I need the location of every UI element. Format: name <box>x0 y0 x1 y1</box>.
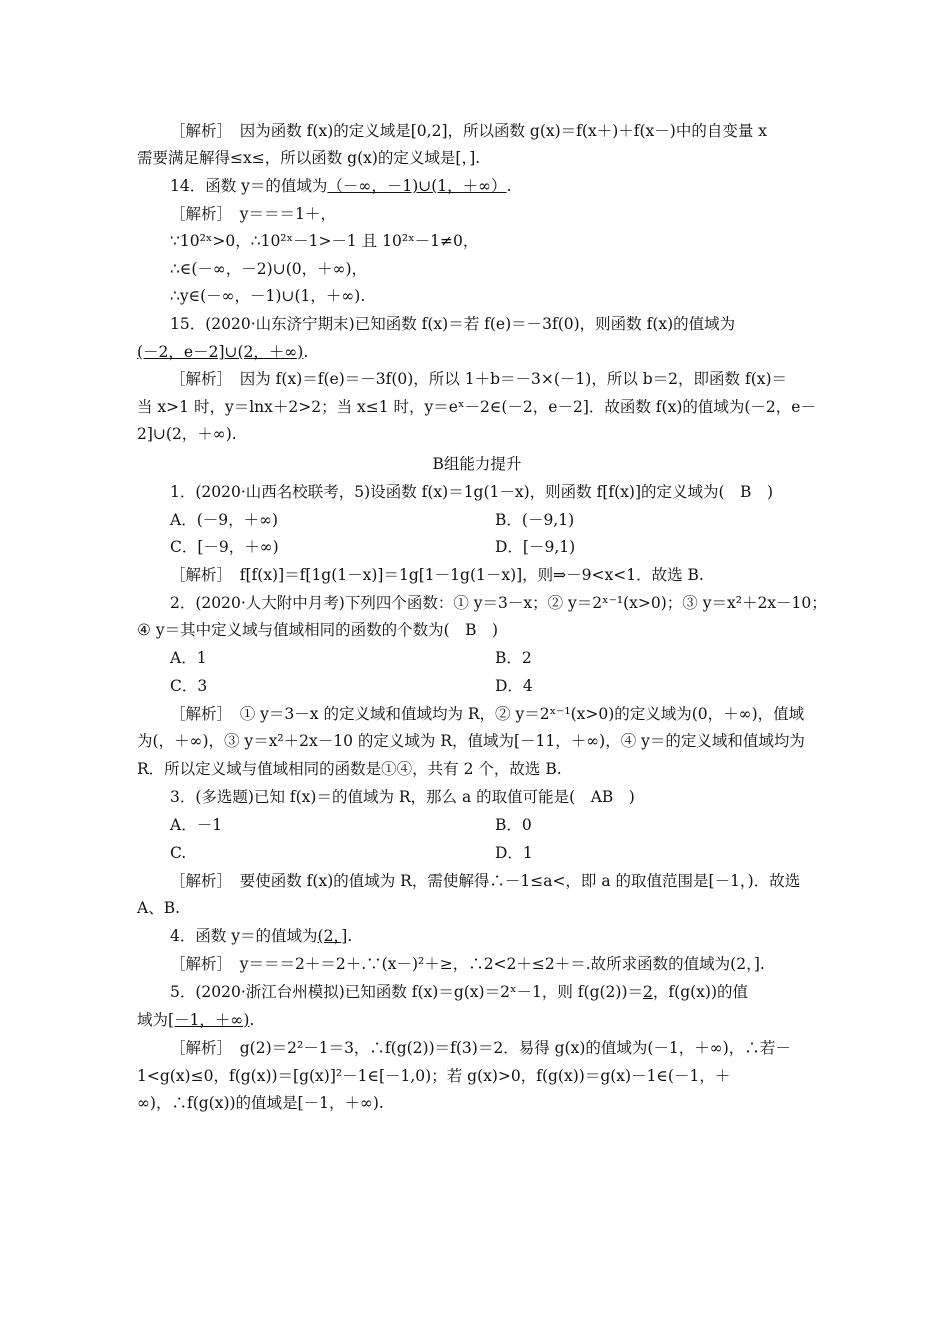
option-row: A．(－9，＋∞) B．(－9,1) <box>170 511 575 529</box>
text-line: 为(，＋∞)，③ y＝x²＋2x－10 的定义域为 R，值域为[－11，＋∞)，④ y＝的定义域和值域均为 <box>137 732 805 750</box>
text-line: R．所以定义域与值域相同的函数是①④，共有 2 个，故选 B. <box>137 760 562 778</box>
text-line: ∞)，∴f(g(x))的值域是[－1，＋∞). <box>137 1094 384 1112</box>
text-line: ∴y∈(－∞，－1)∪(1，＋∞). <box>170 287 366 305</box>
option-row: C. D．1 <box>170 844 533 862</box>
question-b2: 2．(2020·人大附中月考)下列四个函数：① y＝3－x；② y＝2ˣ⁻¹(x>0)；③ y＝x²＋2x－10； <box>170 594 827 612</box>
text-line: ［解析］ ① y＝3－x 的定义域和值域均为 R，② y＝2ˣ⁻¹(x>0)的定义域为(0，＋∞)，值域 <box>170 705 805 723</box>
answer-line: 域为[－1，＋∞). <box>137 1011 255 1029</box>
text-line: ［解析］ 因为函数 f(x)的定义域是[0,2]，所以函数 g(x)＝f(x＋)＋f(x－)中的自变量 x <box>170 122 767 140</box>
option-row: A．1 B．2 <box>170 649 532 667</box>
text-line: 1<g(x)≤0，f(g(x))＝[g(x)]²－1∈[－1,0)；若 g(x)>0，f(g(x))＝g(x)－1∈(－1，＋ <box>137 1067 731 1085</box>
text-line: ［解析］ g(2)＝2²－1＝3，∴f(g(2))＝f(3)＝2．易得 g(x)的值域为(－1，＋∞)，∴若－ <box>170 1039 791 1057</box>
answer-blank: (－2，e－2]∪(2，＋∞) <box>137 343 304 361</box>
option-row: A．－1 B．0 <box>170 816 532 834</box>
section-heading: B组能力提升 <box>432 455 522 473</box>
answer-blank: (2，] <box>317 927 348 945</box>
question-14: 14．函数 y＝的值域为（－∞，－1)∪(1，＋∞）. <box>170 177 512 195</box>
answer-line: (－2，e－2]∪(2，＋∞). <box>137 343 309 361</box>
text-line: ［解析］ 因为 f(x)＝f(e)＝－3f(0)，所以 1＋b＝－3×(－1)，所以 b＝2，即函数 f(x)＝ <box>170 370 788 388</box>
question-b3: 3．(多选题)已知 f(x)＝的值域为 R，那么 a 的取值可能是( AB ) <box>170 788 635 806</box>
option-row: C．[－9，＋∞) D．[－9,1) <box>170 538 576 556</box>
text-line: ∵10²ˣ>0，∴10²ˣ－1>－1 且 10²ˣ－1≠0， <box>170 232 479 250</box>
text-line: ［解析］ f[f(x)]＝f[1g(1－x)]＝1g[1－1g(1－x)]，则⇒－9<x<1．故选 B. <box>170 566 704 584</box>
text-line: ［解析］ 要使函数 f(x)的值域为 R，需使解得∴－1≤a<，即 a 的取值范围是[－1，)．故选 <box>170 872 801 890</box>
text-line: 当 x>1 时，y＝lnx＋2>2；当 x≤1 时，y＝eˣ－2∈(－2，e－2]．故函数 f(x)的值域为(－2，e－ <box>137 398 816 416</box>
text-line: ∴∈(－∞，－2)∪(0，＋∞)， <box>170 260 368 278</box>
text-line: ［解析］ y＝＝＝1＋， <box>170 205 336 223</box>
question-b4: 4．函数 y＝的值域为(2，]. <box>170 927 353 945</box>
text-line: ④ y＝其中定义域与值域相同的函数的个数为( B ) <box>137 621 499 639</box>
answer-blank: 2 <box>643 983 653 1001</box>
text-line: A、B. <box>137 899 181 917</box>
text-line: 需要满足解得≤x≤，所以函数 g(x)的定义域是[，]. <box>137 149 481 167</box>
answer-blank: （－∞，－1)∪(1，＋∞） <box>327 177 507 195</box>
option-row: C．3 D．4 <box>170 677 533 695</box>
question-b5: 5．(2020·浙江台州模拟)已知函数 f(x)＝g(x)＝2ˣ－1，则 f(g(2))＝2，f(g(x))的值 <box>170 983 748 1001</box>
text-line: 2]∪(2，＋∞). <box>137 425 237 443</box>
question-b1: 1．(2020·山西名校联考，5)设函数 f(x)＝1g(1－x)，则函数 f[f(x)]的定义域为( B ) <box>170 483 773 501</box>
answer-blank: [－1，＋∞) <box>168 1011 250 1029</box>
text-line: ［解析］ y＝＝＝2＋＝2＋.∵(x－)²＋≥，∴2<2＋≤2＋＝.故所求函数的值域为(2，]. <box>170 955 765 973</box>
question-15: 15．(2020·山东济宁期末)已知函数 f(x)＝若 f(e)＝－3f(0)，则函数 f(x)的值域为 <box>170 315 736 333</box>
